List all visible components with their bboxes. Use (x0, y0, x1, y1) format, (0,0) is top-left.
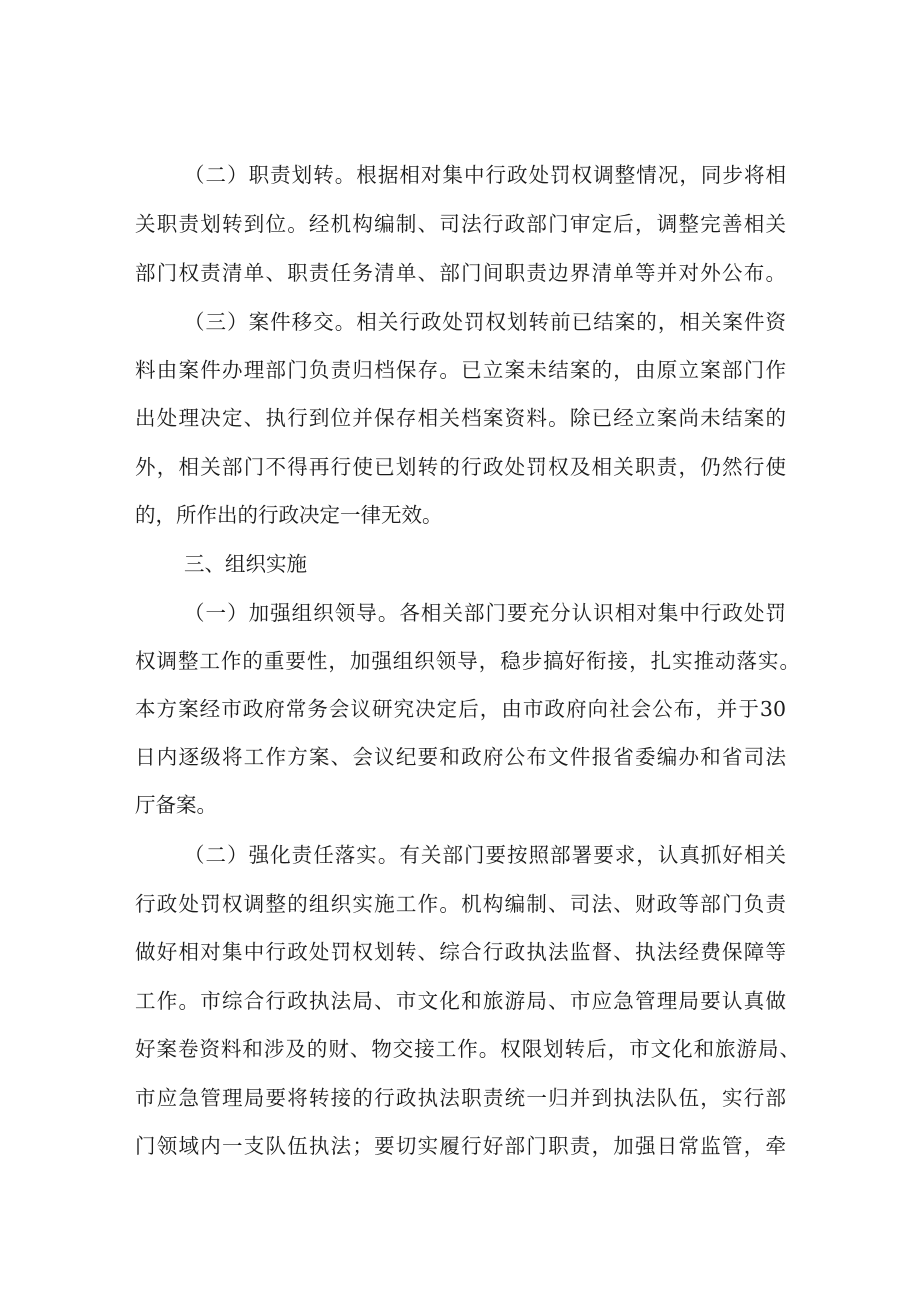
paragraph-line: （三）案件移交。相关行政处罚权划转前已结案的，相关案件资 (184, 310, 786, 334)
paragraph-line: 工作。市综合行政执法局、市文化和旅游局、市应急管理局要认真做 (135, 989, 786, 1013)
paragraph-line: 关职责划转到位。经机构编制、司法行政部门审定后，调整完善相关 (135, 212, 786, 236)
paragraph-line: 料由案件办理部门负责归档保存。已立案未结案的，由原立案部门作 (135, 358, 786, 382)
paragraph-line: 门领域内一支队伍执法；要切实履行好部门职责，加强日常监管，牵 (135, 1134, 786, 1158)
paragraph-line: 权调整工作的重要性，加强组织领导，稳步搞好衔接，扎实推动落实。 (135, 649, 800, 673)
paragraph-line: 好案卷资料和涉及的财、物交接工作。权限划转后，市文化和旅游局、 (135, 1037, 800, 1061)
paragraph-line: 出处理决定、执行到位并保存相关档案资料。除已经立案尚未结案的 (135, 406, 786, 430)
paragraph-line: 行政处罚权调整的组织实施工作。机构编制、司法、财政等部门负责 (135, 892, 786, 916)
paragraph-line: （二）强化责任落实。有关部门要按照部署要求，认真抓好相关 (184, 843, 786, 867)
paragraph-line: 日内逐级将工作方案、会议纪要和政府公布文件报省委编办和省司法 (135, 745, 786, 769)
section-heading: 三、组织实施 (184, 552, 307, 576)
paragraph-line: 本方案经市政府常务会议研究决定后，由市政府向社会公布，并于30 (135, 697, 786, 721)
paragraph-line: （一）加强组织领导。各相关部门要充分认识相对集中行政处罚 (184, 601, 786, 625)
paragraph-line: 部门权责清单、职责任务清单、部门间职责边界清单等并对外公布。 (135, 261, 786, 285)
paragraph-line: 市应急管理局要将转接的行政执法职责统一归并到执法队伍，实行部 (135, 1086, 786, 1110)
paragraph-line: 厅备案。 (135, 793, 217, 817)
paragraph-line: 做好相对集中行政处罚权划转、综合行政执法监督、执法经费保障等 (135, 940, 786, 964)
paragraph-line: 的，所作出的行政决定一律无效。 (135, 503, 443, 527)
paragraph-line: （二）职责划转。根据相对集中行政处罚权调整情况，同步将相 (184, 163, 786, 187)
paragraph-line: 外，相关部门不得再行使已划转的行政处罚权及相关职责，仍然行使 (135, 455, 786, 479)
